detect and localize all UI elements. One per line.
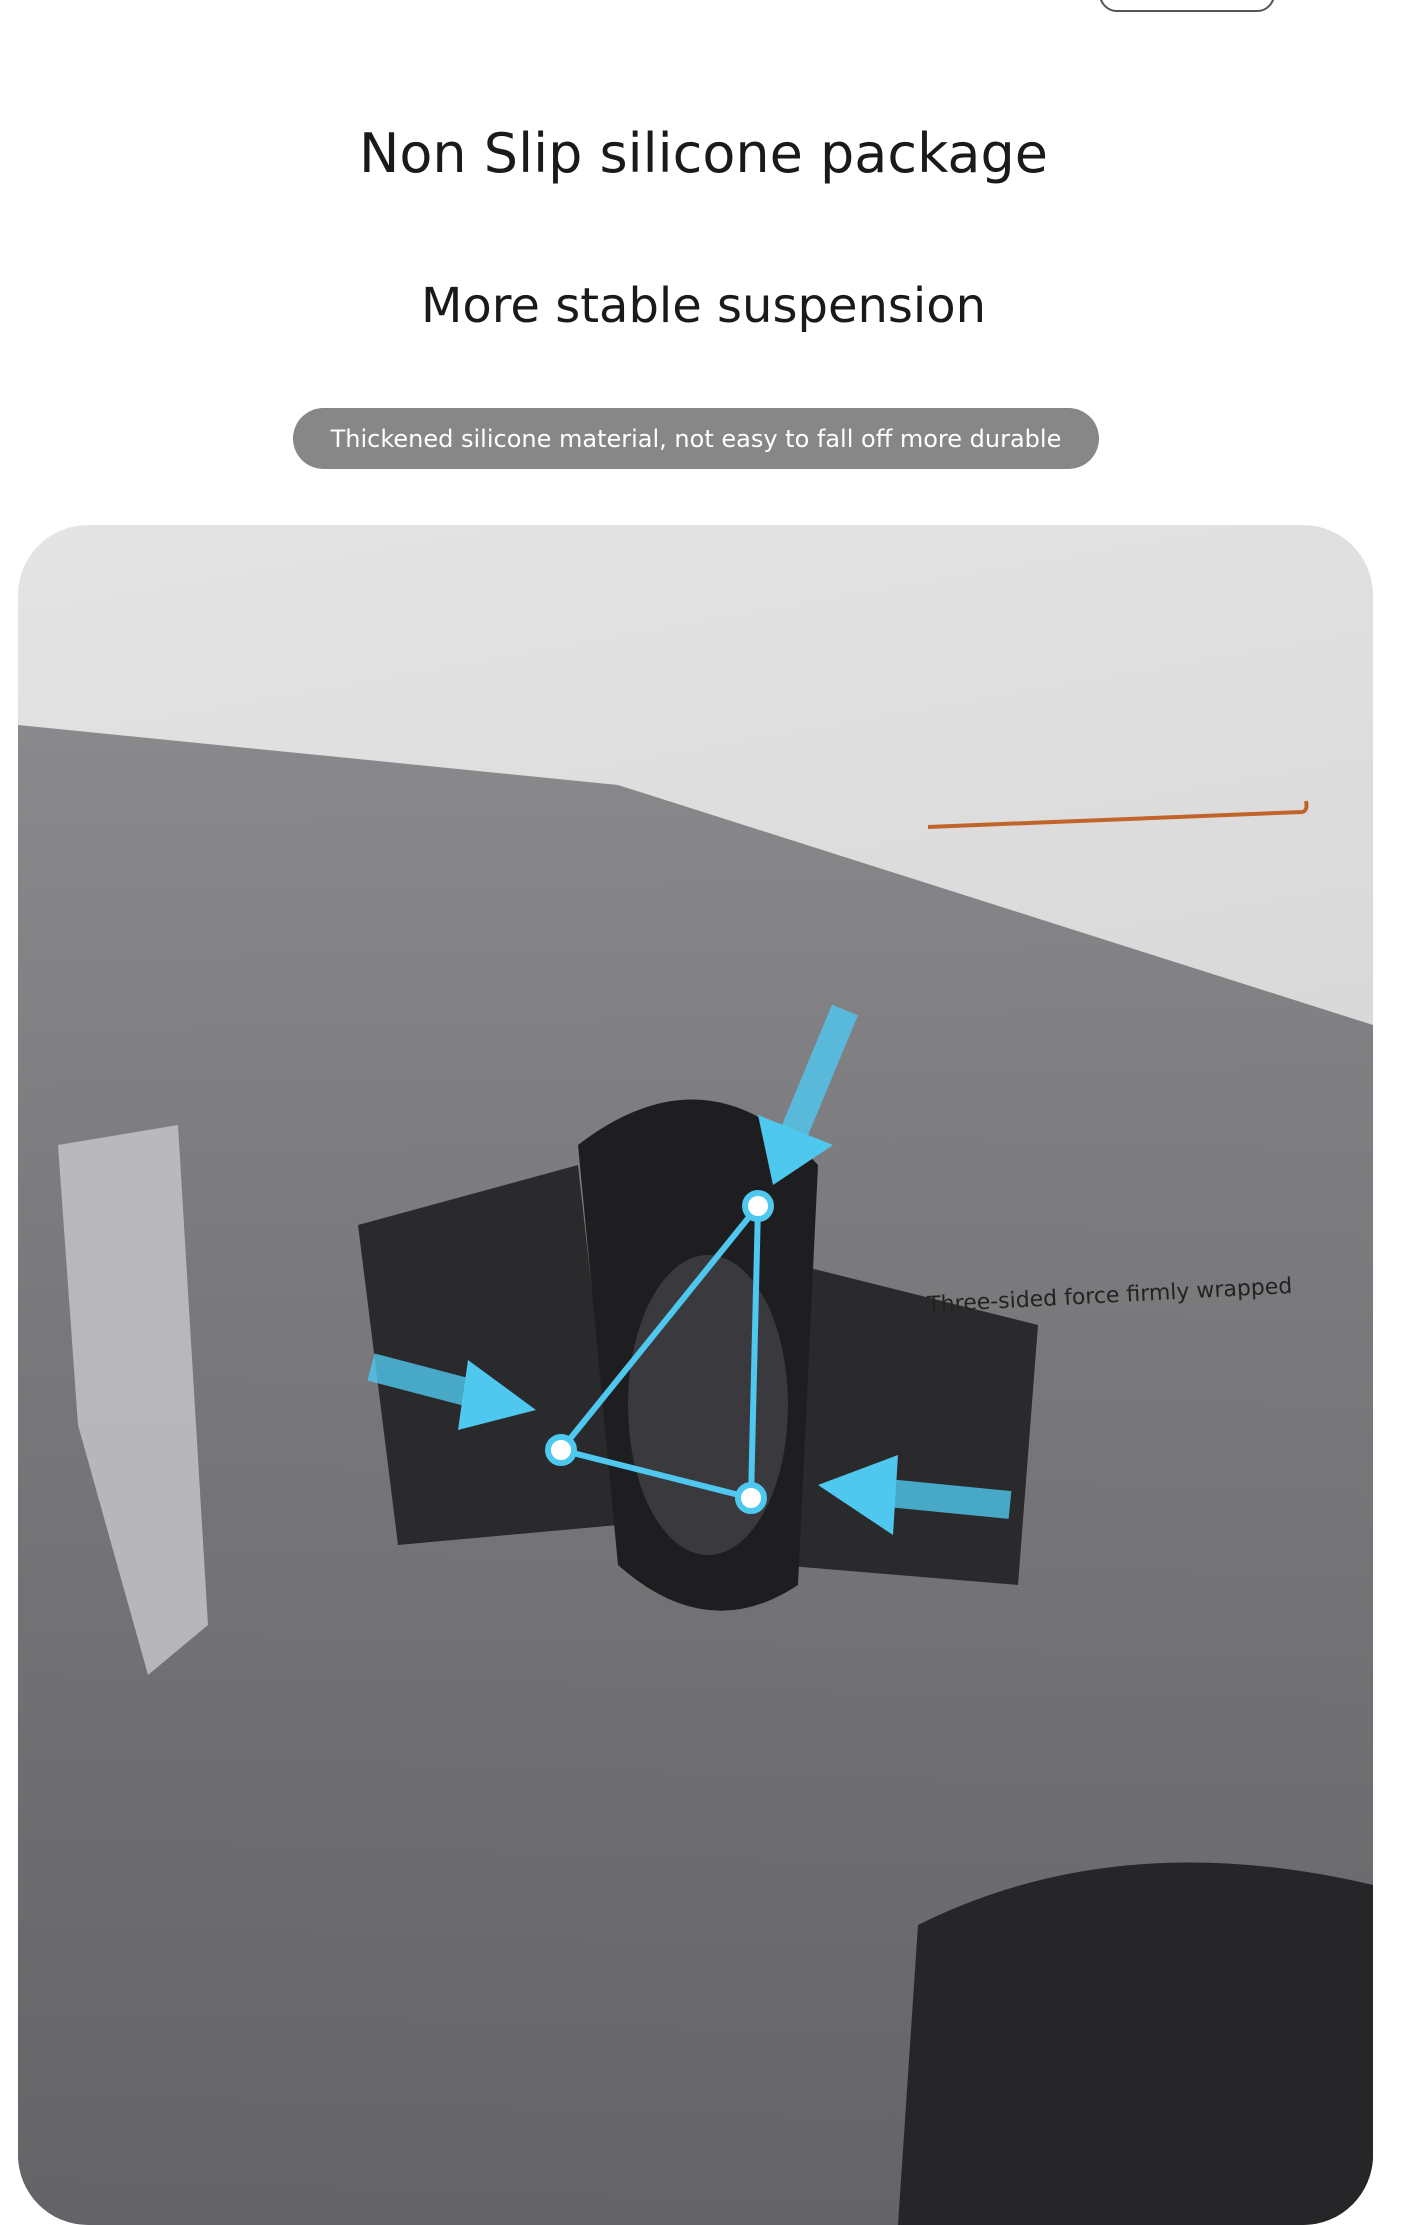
page-subtitle: More stable suspension: [0, 278, 1407, 334]
mop-handle: [898, 1863, 1373, 2225]
feature-pill: [293, 408, 1099, 469]
page-title: Non Slip silicone package: [0, 122, 1407, 185]
partial-top-button: [1099, 0, 1275, 12]
callout-underline: [928, 801, 1307, 827]
arrow-right: [888, 1493, 1010, 1505]
product-image: [18, 525, 1373, 2225]
product-illustration: [18, 525, 1373, 2225]
feature-pill-text: Thickened silicone material, not easy to fall off more durable: [331, 425, 1062, 453]
clamp-hole: [628, 1255, 788, 1555]
hook-left-block: [358, 1165, 618, 1545]
callout-label: Three-sided force firmly wrapped: [927, 1274, 1293, 1318]
